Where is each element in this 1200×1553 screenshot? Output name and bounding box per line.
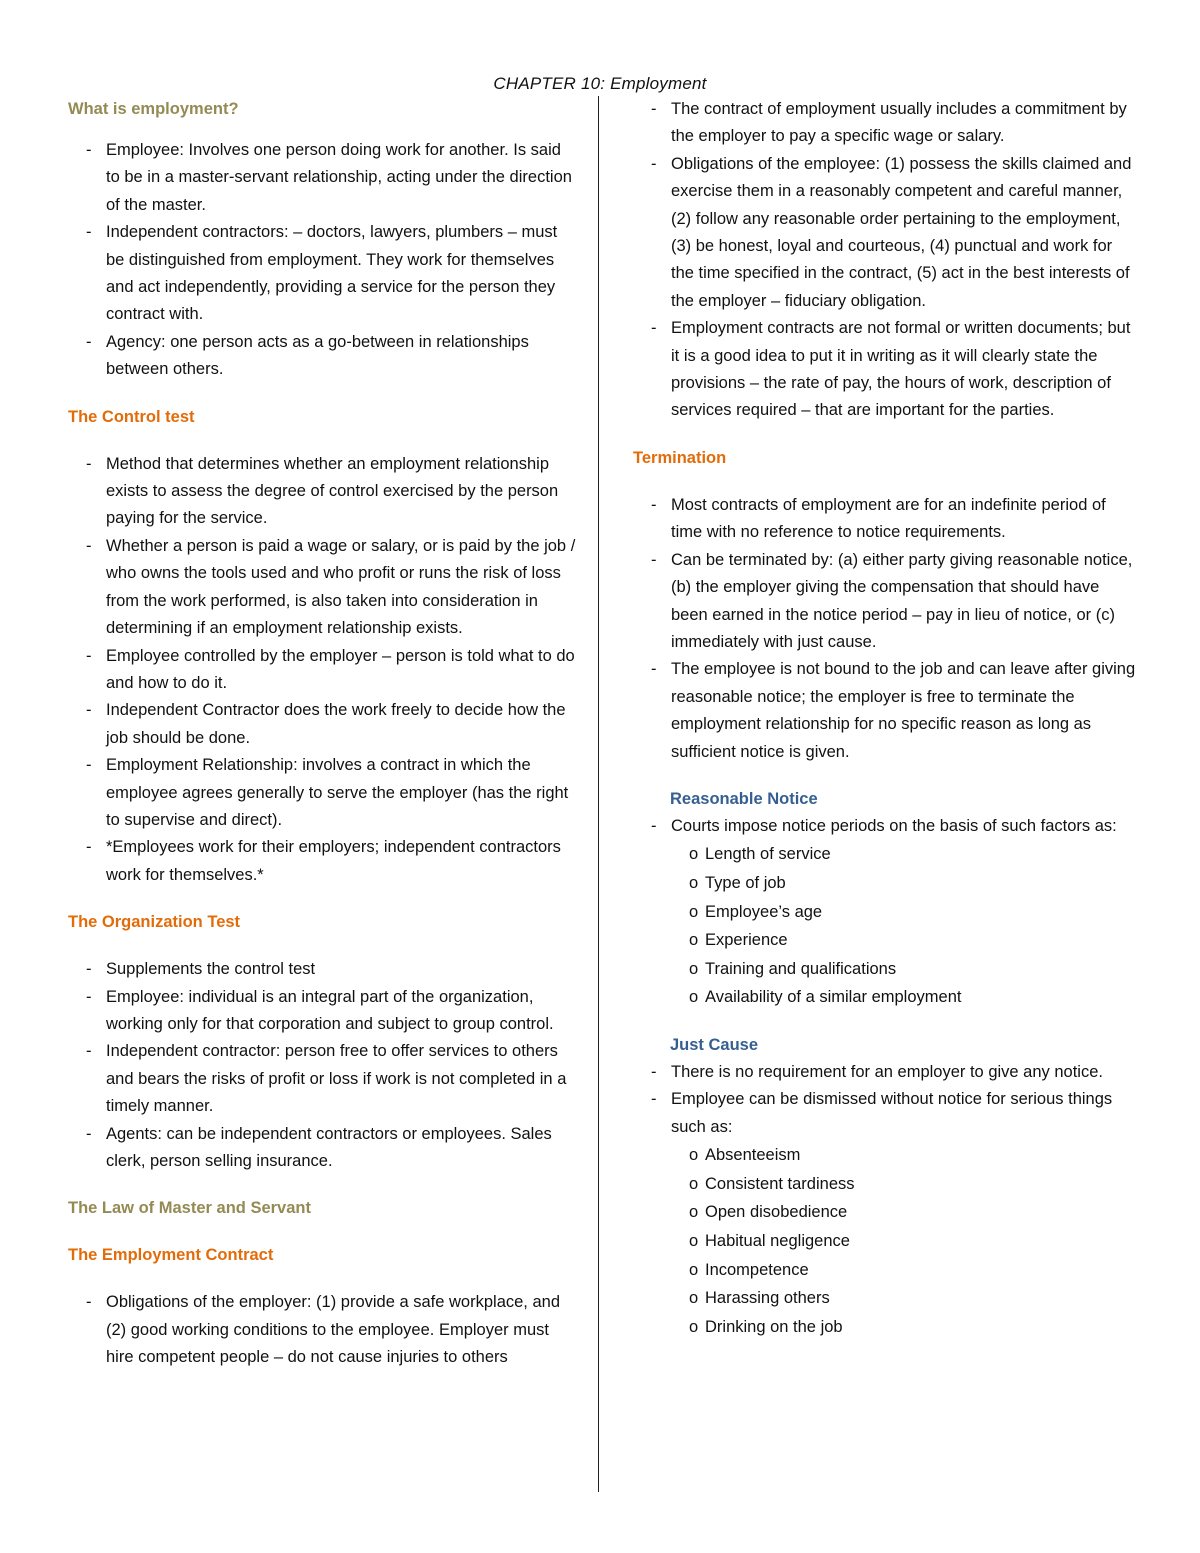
list-what-is-employment (68, 137, 578, 384)
heading-just-cause: Just Cause (670, 1035, 759, 1054)
list-item: - Obligations of the employee: (1) possess the skills claimed and exercise them in a reasonably competent and careful manner, (2) follow any reasonable order pertaining to the employment, (3) be honest, loyal and courteous, (4) punctual and work for the time specified in the contract, (5) act in the best interests of the employer – fiduciary obligation. (633, 151, 1138, 315)
list-item: - There is no requirement for an employer to give any notice. (633, 1059, 1138, 1086)
list-item: - Agency: one person acts as a go-between in relationships between others. (68, 329, 578, 384)
heading-master-servant: The Law of Master and Servant (68, 1199, 311, 1218)
list-item: - Employment contracts are not formal or written documents; but it is a good idea to put it in writing as it will clearly state the provisions – the rate of pay, the hours of work, description of services required – that are important for the parties. (633, 315, 1138, 425)
list-item: - Agents: can be independent contractors or employees. Sales clerk, person selling insurance. (68, 1121, 578, 1176)
sub-list-item: o Employee’s age (633, 898, 1138, 927)
list-employment-contract-continued (633, 96, 1138, 425)
sub-list-item: o Absenteeism (633, 1141, 1138, 1170)
list-item: - Method that determines whether an employment relationship exists to assess the degree of control exercised by the person paying for the service. (68, 451, 578, 533)
sub-list-item: o Incompetence (633, 1256, 1138, 1285)
list-control-test (68, 451, 578, 890)
list-just-cause (633, 1059, 1138, 1141)
list-item: - Independent contractors: – doctors, lawyers, plumbers – must be distinguished from employment. They work for themselves and act independently, providing a service for the person they contract with. (68, 219, 578, 329)
list-item: - Employee controlled by the employer – person is told what to do and how to do it. (68, 643, 578, 698)
list-dismissal-causes (633, 1141, 1138, 1341)
list-item: - Employee can be dismissed without notice for serious things such as: (633, 1086, 1138, 1141)
list-item: - Most contracts of employment are for an indefinite period of time with no reference to notice requirements. (633, 492, 1138, 547)
list-item: - Whether a person is paid a wage or salary, or is paid by the job / who owns the tools used and who profit or runs the risk of loss from the work performed, is also taken into consideration in determining if an employment relationship exists. (68, 533, 578, 643)
list-item: - Independent Contractor does the work freely to decide how the job should be done. (68, 697, 578, 752)
sub-list-item: o Open disobedience (633, 1198, 1138, 1227)
list-item: - *Employees work for their employers; independent contractors work for themselves.* (68, 834, 578, 889)
sub-list-item: o Drinking on the job (633, 1313, 1138, 1342)
sub-list-item: o Length of service (633, 840, 1138, 869)
sub-list-item: o Availability of a similar employment (633, 983, 1138, 1012)
heading-employment-contract: The Employment Contract (68, 1246, 274, 1265)
sub-list-item: o Type of job (633, 869, 1138, 898)
heading-control-test: The Control test (68, 407, 195, 426)
page-title: CHAPTER 10: Employment (493, 74, 707, 93)
sub-list-item: o Consistent tardiness (633, 1170, 1138, 1199)
list-item: - Supplements the control test (68, 956, 578, 983)
heading-what-is-employment: What is employment? (68, 100, 239, 118)
list-item: - Employee: Involves one person doing work for another. Is said to be in a master-servant relationship, acting under the direction of the master. (68, 137, 578, 219)
list-item: - Employee: individual is an integral part of the organization, working only for that corporation and subject to group control. (68, 984, 578, 1039)
list-reasonable-notice (633, 813, 1138, 840)
left-column (68, 96, 578, 1372)
heading-termination: Termination (633, 448, 727, 467)
heading-organization-test: The Organization Test (68, 913, 241, 932)
list-item: - Obligations of the employer: (1) provide a safe workplace, and (2) good working conditions to the employee. Employer must hire competent people – do not cause injuries to others (68, 1289, 578, 1371)
list-item: - The employee is not bound to the job and can leave after giving reasonable notice; the employer is free to terminate the employment relationship for no specific reason as long as sufficient notice is given. (633, 656, 1138, 766)
list-notice-factors (633, 840, 1138, 1012)
list-item: - Employment Relationship: involves a contract in which the employee agrees generally to serve the employer (has the right to supervise and direct). (68, 752, 578, 834)
sub-list-item: o Training and qualifications (633, 955, 1138, 984)
list-termination (633, 492, 1138, 766)
heading-reasonable-notice: Reasonable Notice (670, 789, 818, 808)
list-item: - Can be terminated by: (a) either party giving reasonable notice, (b) the employer giving the compensation that should have been earned in the notice period – pay in lieu of notice, or (c) immediately with just cause. (633, 547, 1138, 657)
sub-list-item: o Harassing others (633, 1284, 1138, 1313)
list-item: - Courts impose notice periods on the basis of such factors as: (633, 813, 1138, 840)
list-item: - The contract of employment usually includes a commitment by the employer to pay a specific wage or salary. (633, 96, 1138, 151)
list-organization-test (68, 956, 578, 1175)
list-item: - Independent contractor: person free to offer services to others and bears the risks of profit or loss if work is not completed in a timely manner. (68, 1038, 578, 1120)
sub-list-item: o Habitual negligence (633, 1227, 1138, 1256)
right-column (633, 96, 1138, 1341)
column-divider (598, 96, 599, 1492)
sub-list-item: o Experience (633, 926, 1138, 955)
list-employment-contract (68, 1289, 578, 1371)
